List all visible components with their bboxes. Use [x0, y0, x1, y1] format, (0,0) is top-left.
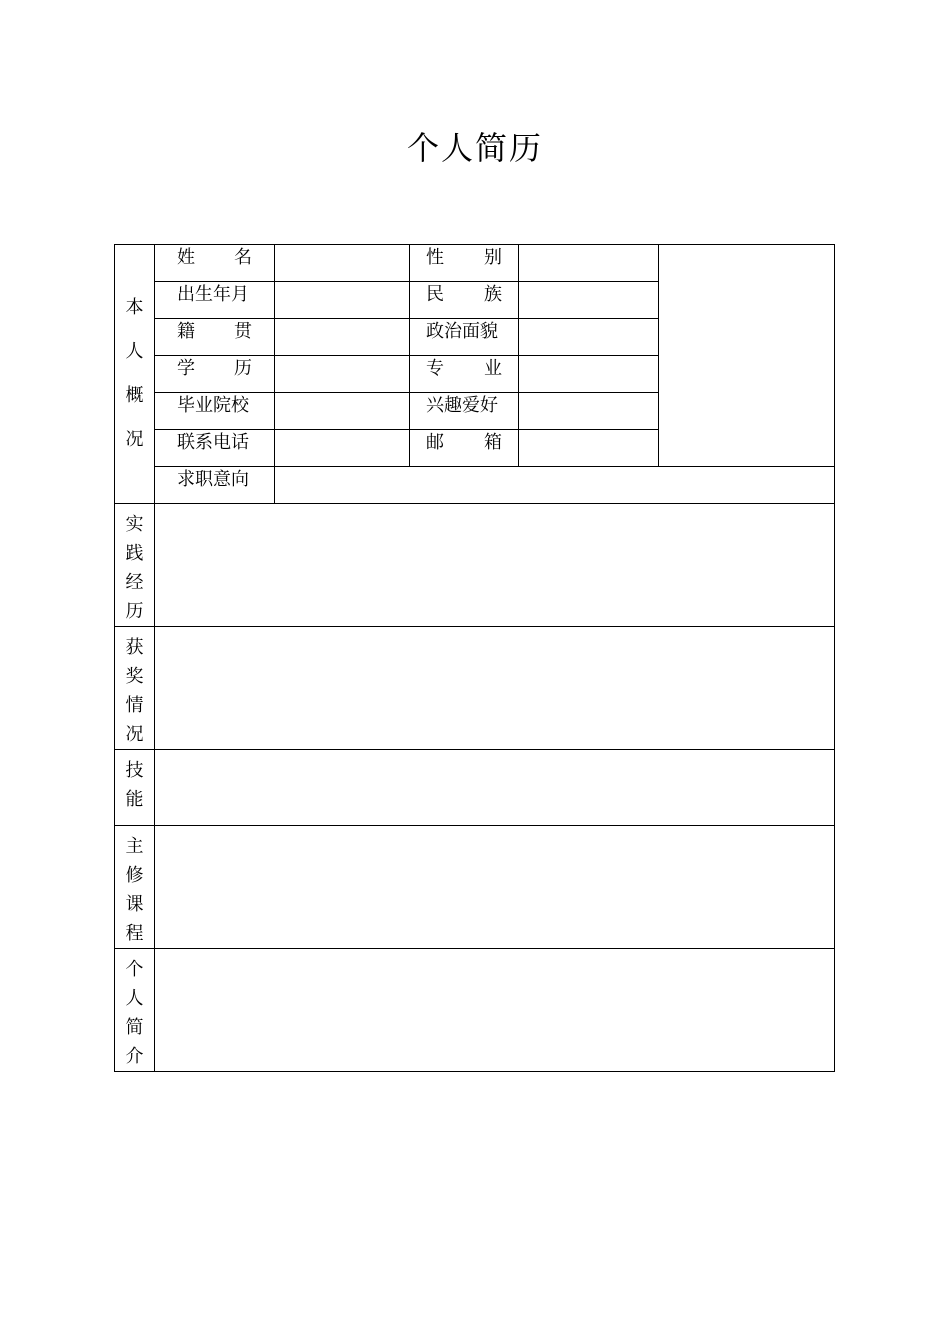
label-hobby: 兴趣爱好	[410, 393, 519, 430]
label-major: 专 业	[410, 356, 519, 393]
label-name: 姓 名	[155, 245, 275, 282]
content-courses[interactable]	[155, 826, 835, 949]
value-name[interactable]	[275, 245, 410, 282]
row-intro	[115, 949, 835, 1072]
resume-table	[114, 244, 835, 1072]
value-phone[interactable]	[275, 430, 410, 467]
value-major[interactable]	[519, 356, 659, 393]
value-ethnicity[interactable]	[519, 282, 659, 319]
label-birth: 出生年月	[155, 282, 275, 319]
value-birth[interactable]	[275, 282, 410, 319]
section-label-intro: 个 人 简 介	[115, 949, 155, 1072]
label-phone: 联系电话	[155, 430, 275, 467]
value-political[interactable]	[519, 319, 659, 356]
label-ethnicity: 民 族	[410, 282, 519, 319]
row-name	[115, 245, 835, 282]
page-title: 个人简历	[406, 129, 543, 167]
label-school: 毕业院校	[155, 393, 275, 430]
content-skills[interactable]	[155, 750, 835, 826]
row-skills	[115, 750, 835, 826]
value-school[interactable]	[275, 393, 410, 430]
content-awards[interactable]	[155, 627, 835, 750]
value-native-place[interactable]	[275, 319, 410, 356]
label-gender: 性 别	[410, 245, 519, 282]
row-objective	[115, 467, 835, 504]
label-email: 邮 箱	[410, 430, 519, 467]
value-email[interactable]	[519, 430, 659, 467]
value-objective[interactable]	[275, 467, 835, 504]
label-native-place: 籍 贯	[155, 319, 275, 356]
row-courses	[115, 826, 835, 949]
photo-area[interactable]	[659, 245, 835, 467]
row-awards	[115, 627, 835, 750]
value-hobby[interactable]	[519, 393, 659, 430]
content-intro[interactable]	[155, 949, 835, 1072]
label-political: 政治面貌	[410, 319, 519, 356]
section-label-skills: 技 能	[115, 750, 155, 826]
content-practice[interactable]	[155, 504, 835, 627]
section-label-awards: 获 奖 情 况	[115, 627, 155, 750]
label-education: 学 历	[155, 356, 275, 393]
section-label-practice: 实 践 经 历	[115, 504, 155, 627]
section-label-courses: 主 修 课 程	[115, 826, 155, 949]
row-practice	[115, 504, 835, 627]
label-objective: 求职意向	[155, 467, 275, 504]
value-education[interactable]	[275, 356, 410, 393]
value-gender[interactable]	[519, 245, 659, 282]
section-label-overview: 本 人 概 况	[115, 245, 155, 504]
